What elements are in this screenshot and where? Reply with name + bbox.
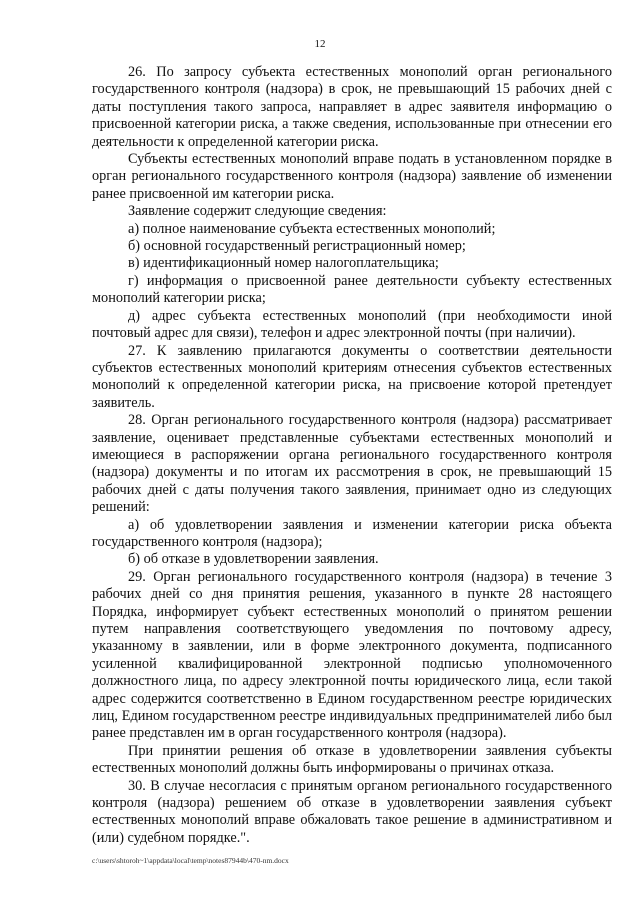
paragraph-29: 29. Орган регионального государственного контроля (надзора) в течение 3 рабочих дней со дня принятия решения, указанного в пункте 28 настоящего Порядка, информирует субъект естественных монополий о принятом решении путем направления соответствующего уведомления по почтовому адресу, указанному в заявлении, или в форме электронного документа, подписанного усиленной квалифицированной электронной подписью уполномоченного должностного лица, по адресу электронной почты юридического лица, если такой адрес содержится соответственно в Едином государственном реестре юридических лиц, Едином государственном реестре индивидуальных предпринимателей либо был ранее представлен им в орган государственного контроля (надзора).: [92, 568, 612, 742]
list-item-b: б) основной государственный регистрационный номер;: [128, 238, 466, 255]
footer-file-path: c:\users\shtoroh~1\appdata\local\temp\notes87944b\470-nm.docx: [92, 856, 289, 865]
paragraph-refusal-notice: При принятии решения об отказе в удовлетворении заявления субъекты естественных монополий должны быть информированы о причинах отказа.: [92, 742, 612, 777]
list-item-v: в) идентификационный номер налогоплательщика;: [128, 255, 439, 272]
document-body: [92, 64, 612, 847]
list-item-a: а) полное наименование субъекта естественных монополий;: [128, 220, 496, 237]
paragraph-application-contents: Заявление содержит следующие сведения:: [128, 203, 387, 220]
decision-item-b: б) об отказе в удовлетворении заявления.: [128, 551, 379, 568]
page-number: 12: [314, 38, 326, 50]
paragraph-28: 28. Орган регионального государственного контроля (надзора) рассматривает заявление, оценивает представленные субъектами естественных монополий и имеющиеся в распоряжении органа регионального государственного контроля (надзора) документы и по итогам их рассмотрения в срок, не превышающий 15 рабочих дней с даты получения такого заявления, принимает одно из следующих решений:: [92, 412, 612, 516]
paragraph-change-category: Субъекты естественных монополий вправе подать в установленном порядке в орган регионального государственного контроля (надзора) заявление об изменении ранее присвоенной им категории риска.: [92, 151, 612, 202]
list-item-g: г) информация о присвоенной ранее деятельности субъекту естественных монополий категории риска;: [92, 272, 612, 307]
paragraph-30: 30. В случае несогласия с принятым органом регионального государственного контроля (надзора) решением об отказе в удовлетворении заявления субъект естественных монополий вправе обжаловать такое решение в административном и (или) судебном порядке.".: [92, 777, 612, 846]
decision-item-a: а) об удовлетворении заявления и изменении категории риска объекта государственного контроля (надзора);: [92, 516, 612, 550]
paragraph-26: 26. По запросу субъекта естественных монополий орган регионального государственного контроля (надзора) в срок, не превышающий 15 рабочих дней с даты поступления такого запроса, направляет в адрес заявителя информацию о присвоенной категории риска, а также сведения, использованные при отнесении его деятельности к определенной категории риска.: [92, 64, 612, 150]
list-item-d: д) адрес субъекта естественных монополий (при необходимости иной почтовый адрес для связи), телефон и адрес электронной почты (при наличии).: [92, 307, 612, 342]
paragraph-27: 27. К заявлению прилагаются документы о соответствии деятельности субъектов естественных монополий критериям отнесения субъектов естественных монополий к определенной категории риска, на присвоение которой претендует заявитель.: [92, 342, 612, 411]
